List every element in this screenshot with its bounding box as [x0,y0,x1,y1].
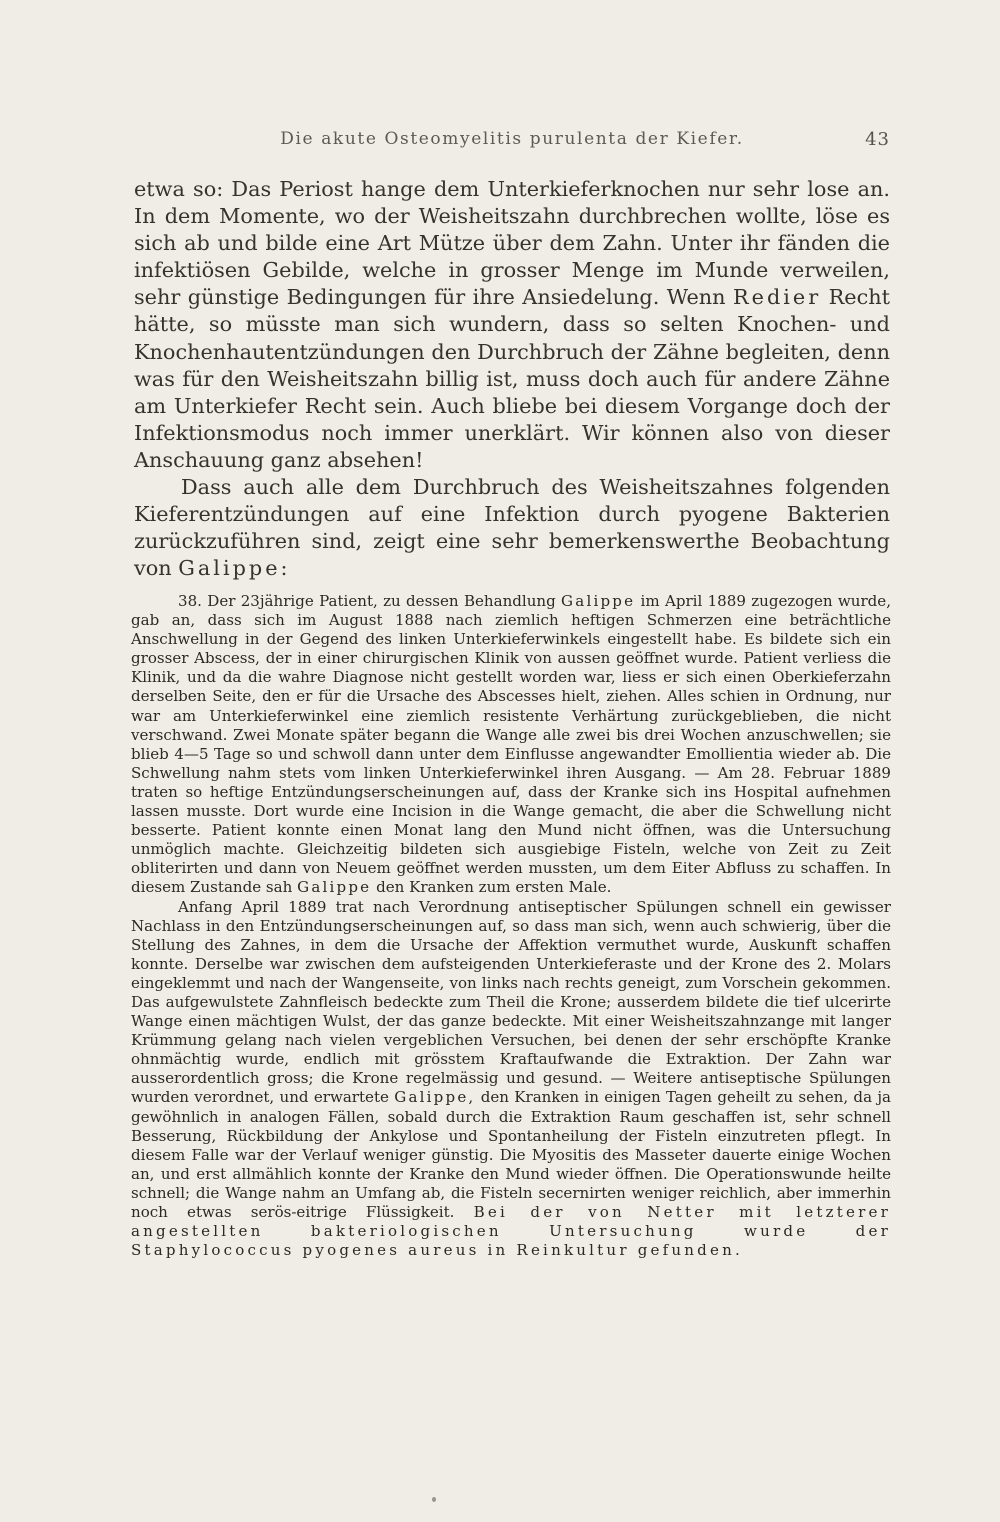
case-report [131,592,891,1260]
case-text: den Kranken zum ersten Male. [371,878,612,897]
running-title: Die akute Osteomyelitis purulenta der Kiefer. [280,129,744,149]
case-paragraph-1 [131,592,891,898]
paragraph-text: Dass auch alle dem Durchbruch des Weisheitszahnes folgenden Kieferentzündungen auf eine Infektion durch pyogene Bakterien zurückzuführen sind, zeigt eine sehr bemerkenswerthe Beobachtung von [134,475,890,581]
paragraph-periost [134,176,890,474]
spaced-finding-text: Bei der von Netter mit letzterer angestellten bakteriologischen Untersuchung wurde der Staphylococcus pyogenes aureus in Reinkultur gefunden. [131,1203,891,1260]
paragraph-text: etwa so: Das Periost hange dem Unterkieferknochen nur sehr lose an. In dem Momente, wo der Weisheitszahn durchbrechen wollte, löse es sich ab und bilde eine Art Mütze über dem Zahn. Unter ihr fänden die infektiösen Gebilde, welche in grosser Menge im Munde verweilen, sehr günstige Bedingungen für ihre Ansiedelung. Wenn [134,177,890,310]
page-number: 43 [865,129,890,150]
author-name-galippe: Galippe [297,878,372,897]
author-name-galippe: Galippe [561,592,636,610]
running-header [134,129,890,155]
paragraph-text: Recht hätte, so müsste man sich wundern, dass so selten Knochen- und Knochenhautentzündungen den Durchbruch der Zähne begleiten, denn was für den Weisheitszahn billig ist, muss doch auch für andere Zähne am Unterkiefer Recht sein. Auch bliebe bei diesem Vorgange doch der Infektionsmodus noch immer unerklärt. Wir können also von dieser Anschauung ganz absehen! [134,285,890,472]
author-name-redier: Redier [733,285,822,310]
case-text: Anfang April 1889 trat nach Verordnung antiseptischer Spülungen schnell ein gewisser Nachlass in den Entzündungserscheinungen auf, so dass man sich, wenn auch schwierig, über die Stellung des Zahnes, in dem die Ursache der Affektion vermuthet wurde, Auskunft schaffen konnte. Derselbe war zwischen dem aufsteigenden Unterkieferaste und der Krone des 2. Molars eingeklemmt und nach der Wangenseite, von links nach rechts geneigt, zum Vorschein gekommen. Das aufgewulstete Zahnfleisch bedeckte zum Theil die Krone; ausserdem bildete die tief ulcerirte Wange einen mächtigen Wulst, der das ganze bedeckte. Mit einer Weisheitszahnzange mit langer Krümmung gelang nach vielen vergeblichen Versuchen, bei denen der sehr erschöpfte Kranke ohnmächtig wurde, endlich mit grösstem Kraftaufwande die Extraktion. Der Zahn war ausserordentlich gross; die Krone regelmässig und gesund. — Weitere antiseptische Spülungen wurden verordnet, und erwartete [131,897,891,1107]
case-text: im April 1889 zugezogen wurde, gab an, dass sich im August 1888 nach ziemlich heftigen Schmerzen eine beträchtliche Anschwellung in der Gegend des linken Unterkieferwinkels eingestellt habe. Es bildete sich ein grosser Abscess, der in einer chirurgischen Klinik von aussen geöffnet wurde. Patient verliess die Klinik, und da die wahre Diagnose nicht gestellt worden war, liess er sich einen Oberkieferzahn derselben Seite, den er für die Ursache des Abscesses hielt, ziehen. Alles schien in Ordnung, nur war am Unterkieferwinkel eine ziemlich resistente Verhärtung zurückgeblieben, die nicht verschwand. Zwei Monate später begann die Wange alle zwei bis drei Wochen anzuschwellen; sie blieb 4—5 Tage so und schwoll dann unter dem Einflusse angewandter Emollientia wieder ab. Die Schwellung nahm stets vom linken Unterkieferwinkel ihren Ausgang. — Am 28. Februar 1889 traten so heftige Entzündungserscheinungen auf, dass der Kranke sich ins Hospital aufnehmen lassen musste. Dort wurde eine Incision in die Wange gemacht, die aber die Schwellung nicht besserte. Patient konnte einen Monat lang den Mund nicht öffnen, was die Untersuchung unmöglich machte. Gleichzeitig bildeten sich ausgiebige Fisteln, welche von Zeit zu Zeit obliterirten und dann von Neuem geöffnet werden mussten, um dem Eiter Abfluss zu schaffen. In diesem Zustande sah [131,592,891,897]
author-name-galippe: Galippe: [178,556,291,581]
paragraph-galippe-intro [134,474,890,582]
case-text: den Kranken in einigen Tagen geheilt zu sehen, da ja gewöhnlich in analogen Fällen, sobald durch die Extraktion Raum geschaffen ist, sehr schnell Besserung, Rückbildung der Ankylose und Spontanheilung der Fisteln einzutreten pflegt. In diesem Falle war der Verlauf weniger günstig. Die Myositis des Masseter dauerte einige Wochen an, und erst allmählich konnte der Kranke den Mund wieder öffnen. Die Operationswunde heilte schnell; die Wange nahm an Umfang ab, die Fisteln secernirten weniger reichlich, aber immerhin noch etwas serös-eitrige Flüssigkeit. [131,1088,891,1221]
main-text [134,176,890,582]
case-paragraph-2 [131,898,891,1261]
case-text: 38. Der 23jährige Patient, zu dessen Behandlung [178,592,562,610]
paper-speck [432,1497,436,1502]
author-name-galippe: Galippe, [394,1088,476,1107]
